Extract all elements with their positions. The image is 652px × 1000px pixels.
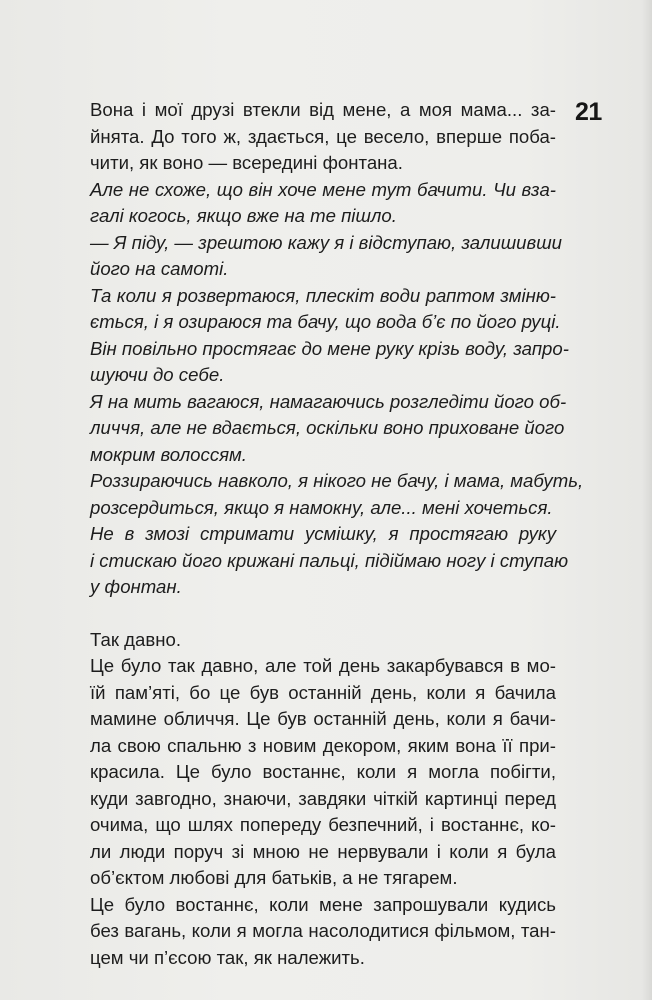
page-number: 21 [575, 98, 602, 126]
text-line: чити, як воно — всередині фонтана. [90, 152, 403, 173]
text-line: шуючи до себе. [90, 364, 225, 385]
text-line: Він повільно простягає до мене руку крізь воду, запро- [90, 337, 569, 359]
text-line: ли люди поруч зі мною не нервували і коли я була [90, 840, 556, 862]
text-line: Роззираючись навколо, я нікого не бачу, і мама, мабуть, [90, 470, 584, 491]
paragraph-2 [90, 177, 556, 230]
paragraph-10 [90, 653, 556, 892]
text-line: Я на мить вагаюся, намагаючись розгледіти його об- [90, 390, 567, 412]
text-line: ла свою спальню з новим декором, яким вона її при- [90, 734, 556, 756]
text-line: його на самоті. [90, 258, 229, 279]
paragraph-5 [90, 336, 569, 389]
text-line: цем чи п’єсою так, як належить. [90, 946, 365, 968]
text-line: Так давно. [90, 628, 182, 650]
text-line: Але не схоже, що він хоче мене тут бачити. Чи взa- [90, 178, 556, 200]
text-line: розсердиться, якщо я намокну, але... мені хочеться. [90, 496, 553, 518]
text-line: — Я піду, — зрештою кажу я і відступаю, залишивши [90, 231, 563, 253]
text-line: Вона і мої друзі втекли від мене, а моя мама... за- [90, 99, 556, 120]
paragraph-1 [90, 97, 556, 177]
text-line: мокрим волоссям. [90, 443, 247, 465]
paragraph-8 [90, 521, 569, 601]
text-line: Це було востаннє, коли мене запрошували кудись [90, 893, 556, 915]
text-line: йнята. До того ж, здається, це весело, вперше поба- [90, 125, 556, 147]
text-line: Це було так давно, але той день закарбувався в мо- [90, 655, 556, 676]
text-line: очима, що шлях попереду безпечний, і востаннє, ко- [90, 814, 556, 835]
text-line: мамине обличчя. Це був останній день, коли я бачи- [90, 708, 556, 729]
text-line: Не в змозі стримати усмішку, я простягаю руку [90, 523, 556, 544]
page-edge-shadow [642, 0, 652, 1000]
text-line: галі когось, якщо вже на те пішло. [90, 205, 397, 226]
text-line: личчя, але не вдається, оскільки воно приховане його [90, 417, 565, 438]
text-line: Та коли я розвертаюся, плескіт води раптом зміню- [90, 284, 556, 306]
text-line: ється, і я озираюся та бачу, що вода б’є по його руці. [90, 311, 561, 332]
text-body [90, 97, 584, 971]
text-line: об’єктом любові для батьків, а не тягарем. [90, 867, 458, 888]
text-line: куди завгодно, знаючи, завдяки чіткій картинці перед [90, 787, 556, 809]
text-line: без вагань, коли я могла насолодитися фільмом, тан- [90, 920, 556, 941]
text-line: їй пам’яті, бо це був останній день, коли я бачила [90, 681, 556, 703]
text-line: у фонтан. [90, 576, 182, 597]
paragraph-7 [90, 468, 584, 521]
paragraph-4 [90, 283, 561, 336]
paragraph-11 [90, 892, 556, 972]
paragraph-9 [90, 627, 556, 654]
text-line: красила. Це було востаннє, коли я могла побігти, [90, 761, 556, 782]
paragraph-3 [90, 230, 563, 283]
text-line: і стискаю його крижані пальці, підіймаю ногу і ступаю [90, 549, 569, 571]
paragraph-6 [90, 389, 567, 469]
section-break [90, 601, 556, 627]
